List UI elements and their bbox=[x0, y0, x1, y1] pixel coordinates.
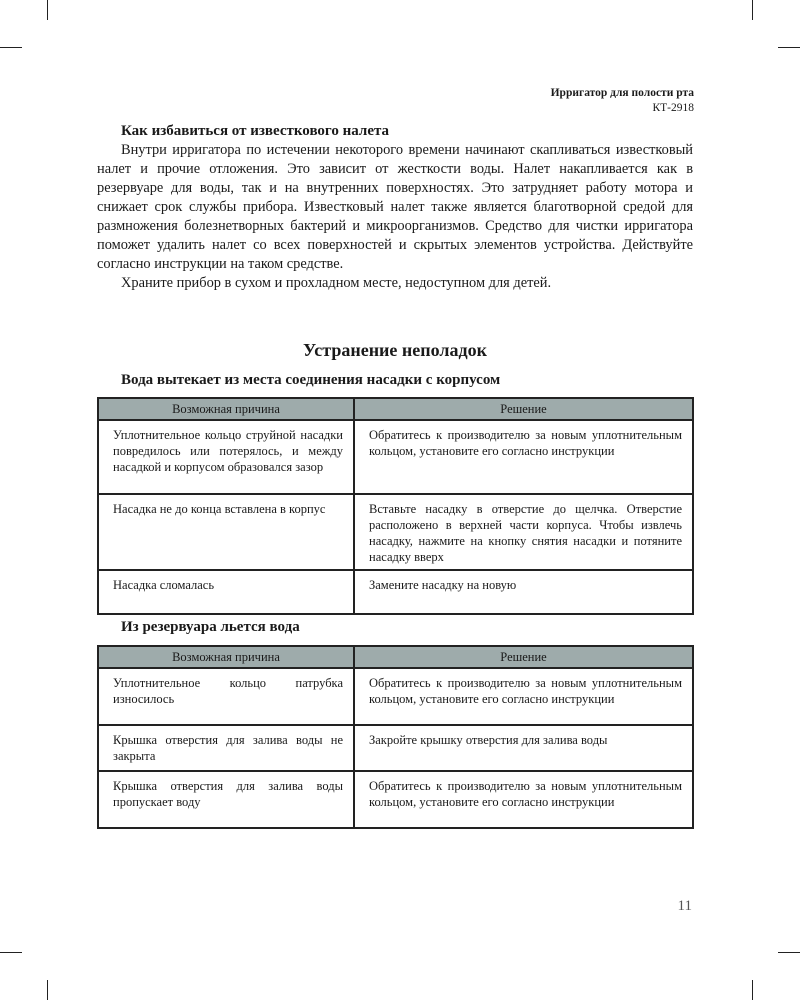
column-header-solution: Решение bbox=[354, 398, 693, 420]
cause-cell: Уплотнительное кольцо струйной насадки повредилось или потерялось, и между насадкой и корпусом образовался зазор bbox=[98, 420, 354, 494]
table-row bbox=[98, 494, 693, 570]
limescale-section bbox=[97, 122, 693, 293]
storage-paragraph: Храните прибор в сухом и прохладном месте, недоступном для детей. bbox=[121, 275, 552, 291]
crop-mark bbox=[47, 0, 48, 20]
table2-title: Из резервуара льется вода bbox=[121, 619, 300, 635]
crop-mark bbox=[778, 952, 800, 953]
solution-cell: Закройте крышку отверстия для залива воды bbox=[354, 725, 693, 771]
table-header-row bbox=[98, 398, 693, 420]
table-row bbox=[98, 570, 693, 614]
limescale-paragraph: Внутри ирригатора по истечении некоторого времени начинают скапливаться известковый налет и прочие отложения. Это зависит от жесткости воды. Налет накапливается как в резервуаре для воды, так и на внутренних поверхностях. Это затрудняет работу мотора и снижает срок службы прибора. Известковый налет также является благотворной средой для размножения болезнетворных бактерий и микроорганизмов. Средство для чистки ирригатора поможет удалить налет со всех поверхностей и скрытых элементов устройства. Действуйте согласно инструкции на таком средстве. bbox=[97, 142, 693, 272]
solution-cell: Вставьте насадку в отверстие до щелчка. Отверстие расположено в верхней части корпуса. Чтобы извлечь насадку, нажмите на кнопку снятия насадки и потяните насадку вверх bbox=[354, 494, 693, 570]
crop-mark bbox=[752, 0, 753, 20]
troubleshooting-table-1 bbox=[97, 397, 694, 615]
header-model: КТ-2918 bbox=[652, 102, 694, 114]
solution-cell: Обратитесь к производителю за новым уплотнительным кольцом, установите его согласно инструкции bbox=[354, 668, 693, 725]
column-header-solution: Решение bbox=[354, 646, 693, 668]
crop-mark bbox=[0, 47, 22, 48]
solution-cell: Замените насадку на новую bbox=[354, 570, 693, 614]
cause-cell: Крышка отверстия для залива воды пропускает воду bbox=[98, 771, 354, 828]
table-row bbox=[98, 420, 693, 494]
column-header-cause: Возможная причина bbox=[98, 646, 354, 668]
table-row bbox=[98, 668, 693, 725]
cause-cell: Крышка отверстия для залива воды не закрыта bbox=[98, 725, 354, 771]
cause-cell: Насадка не до конца вставлена в корпус bbox=[98, 494, 354, 570]
crop-mark bbox=[47, 980, 48, 1000]
crop-mark bbox=[0, 952, 22, 953]
table-header-row bbox=[98, 646, 693, 668]
limescale-title: Как избавиться от известкового налета bbox=[121, 123, 390, 139]
crop-mark bbox=[778, 47, 800, 48]
solution-cell: Обратитесь к производителю за новым уплотнительным кольцом, установите его согласно инструкции bbox=[354, 771, 693, 828]
header-product-title: Ирригатор для полости рта bbox=[550, 87, 694, 99]
table1-title: Вода вытекает из места соединения насадки с корпусом bbox=[121, 372, 501, 388]
table-row bbox=[98, 771, 693, 828]
running-header bbox=[551, 86, 694, 116]
cause-cell: Уплотнительное кольцо патрубка износилось bbox=[98, 668, 354, 725]
column-header-cause: Возможная причина bbox=[98, 398, 354, 420]
page-number: 11 bbox=[677, 898, 692, 914]
cause-cell: Насадка сломалась bbox=[98, 570, 354, 614]
crop-mark bbox=[752, 980, 753, 1000]
troubleshooting-table-2 bbox=[97, 645, 694, 829]
table-row bbox=[98, 725, 693, 771]
troubleshooting-heading: Устранение неполадок bbox=[303, 340, 487, 360]
solution-cell: Обратитесь к производителю за новым уплотнительным кольцом, установите его согласно инструкции bbox=[354, 420, 693, 494]
